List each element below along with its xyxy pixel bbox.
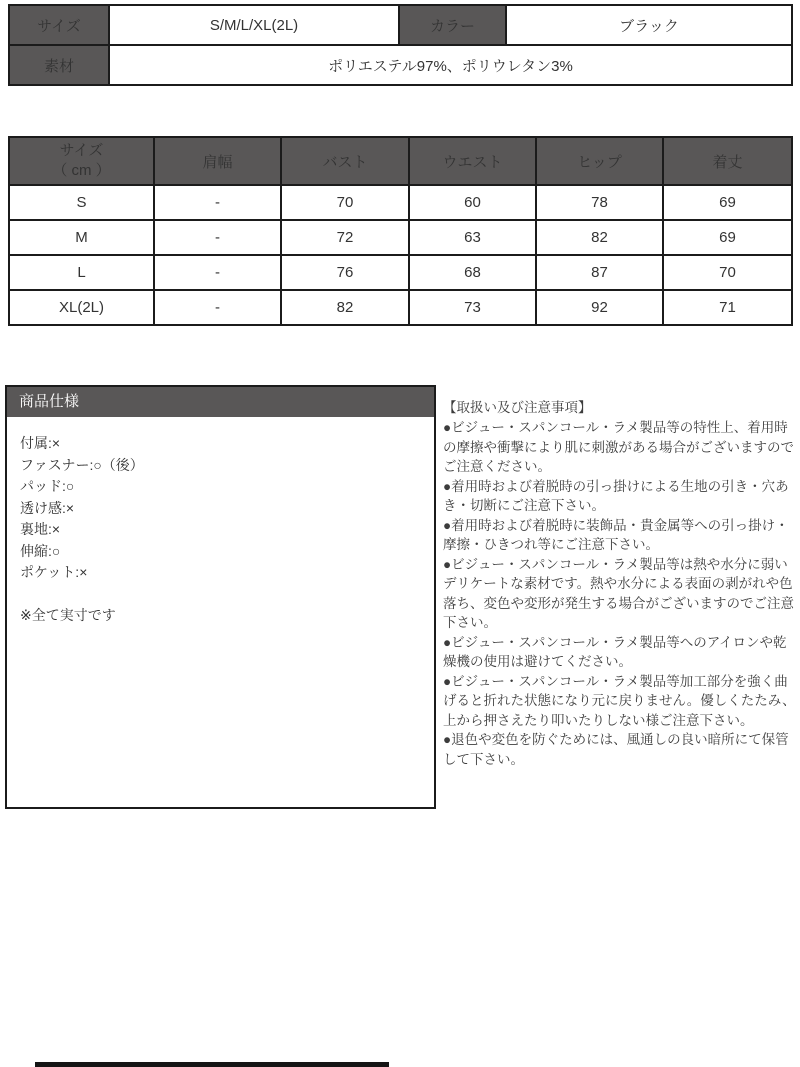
size-chart-corner-cell	[9, 137, 154, 185]
cell-size: L	[9, 255, 154, 290]
care-note-friction: ●ビジュー・スパンコール・ラメ製品等の特性上、着用時の摩擦や衝撃により肌に刺激がある場合がございますのでご注意ください。	[443, 420, 794, 474]
material-header-cell: 素材	[9, 45, 109, 85]
cell-shoulder: -	[154, 255, 281, 290]
care-notes-section	[443, 397, 796, 769]
cell-length: 71	[663, 290, 792, 325]
cell-shoulder: -	[154, 185, 281, 220]
size-chart-row-xl	[9, 290, 792, 325]
product-summary-table	[8, 4, 793, 86]
cell-waist: 63	[409, 220, 536, 255]
cell-bust: 82	[281, 290, 409, 325]
cell-waist: 68	[409, 255, 536, 290]
size-chart-table	[8, 136, 793, 326]
col-header-bust: バスト	[281, 137, 409, 185]
size-chart-row-s	[9, 185, 792, 220]
cell-waist: 60	[409, 185, 536, 220]
cell-shoulder: -	[154, 220, 281, 255]
care-notes-title: 【取扱い及び注意事項】	[443, 400, 592, 415]
size-chart-header-row	[9, 137, 792, 185]
spec-item-accessory: 付属:×	[20, 435, 61, 451]
size-chart-row-m	[9, 220, 792, 255]
cell-bust: 70	[281, 185, 409, 220]
care-note-heat-moisture: ●ビジュー・スパンコール・ラメ製品等は熱や水分に弱いデリケートな素材です。熱や水分による表面の剥がれや色落ち、変色や変形が発生する場合がございますのでご注意下さい。	[443, 556, 794, 630]
size-header-cell: サイズ	[9, 5, 109, 45]
size-chart-row-l	[9, 255, 792, 290]
product-spec-box	[5, 385, 436, 809]
product-spec-list	[7, 417, 434, 626]
size-value-cell: S/M/L/XL(2L)	[109, 5, 399, 45]
corner-line2: （ cm ）	[52, 162, 111, 179]
summary-row-material	[9, 45, 792, 85]
spec-item-sheerness: 透け感:×	[20, 499, 75, 516]
cell-hip: 87	[536, 255, 663, 290]
cell-length: 69	[663, 185, 792, 220]
summary-row-size-color	[9, 5, 792, 45]
cell-waist: 73	[409, 290, 536, 325]
material-value-cell: ポリエステル97%、ポリウレタン3%	[109, 45, 792, 85]
cell-length: 69	[663, 220, 792, 255]
cell-hip: 78	[536, 185, 663, 220]
spec-item-stretch: 伸縮:○	[20, 542, 61, 559]
spec-item-fastener: ファスナー:○（後）	[20, 456, 144, 473]
care-note-storage: ●退色や変色を防ぐためには、風通しの良い暗所にて保管して下さい。	[443, 732, 789, 767]
spec-item-pocket: ポケット:×	[20, 564, 88, 580]
color-header-cell: カラー	[399, 5, 506, 45]
cell-shoulder: -	[154, 290, 281, 325]
care-note-snagging: ●着用時および着脱時の引っ掛けによる生地の引き・穴あき・切断にご注意下さい。	[443, 478, 789, 513]
spec-item-pad: パッド:○	[20, 478, 75, 494]
care-note-jewelry: ●着用時および着脱時に装飾品・貴金属等への引っ掛け・摩擦・ひきつれ等にご注意下さい。	[443, 517, 789, 552]
care-note-iron-dryer: ●ビジュー・スパンコール・ラメ製品等へのアイロンや乾燥機の使用は避けてください。	[443, 634, 787, 669]
cell-hip: 82	[536, 220, 663, 255]
corner-line1: サイズ	[59, 142, 104, 159]
cell-hip: 92	[536, 290, 663, 325]
col-header-waist: ウエスト	[409, 137, 536, 185]
care-note-bending: ●ビジュー・スパンコール・ラメ製品等加工部分を強く曲げると折れた状態になり元に戻りません。優しくたたみ、上から押さえたり叩いたりしない様ご注意下さい。	[443, 673, 796, 728]
cropped-next-element-border	[35, 1062, 389, 1067]
cell-bust: 76	[281, 255, 409, 290]
color-value-cell: ブラック	[506, 5, 792, 45]
cell-length: 70	[663, 255, 792, 290]
col-header-shoulder: 肩幅	[154, 137, 281, 185]
product-spec-title: 商品仕様	[7, 387, 434, 417]
col-header-hip: ヒップ	[536, 137, 663, 185]
cell-size: S	[9, 185, 154, 220]
cell-bust: 72	[281, 220, 409, 255]
spec-item-lining: 裏地:×	[20, 521, 61, 537]
cell-size: XL(2L)	[9, 290, 154, 325]
cell-size: M	[9, 220, 154, 255]
spec-note-actual-size: ※全て実寸です	[20, 606, 116, 623]
col-header-length: 着丈	[663, 137, 792, 185]
